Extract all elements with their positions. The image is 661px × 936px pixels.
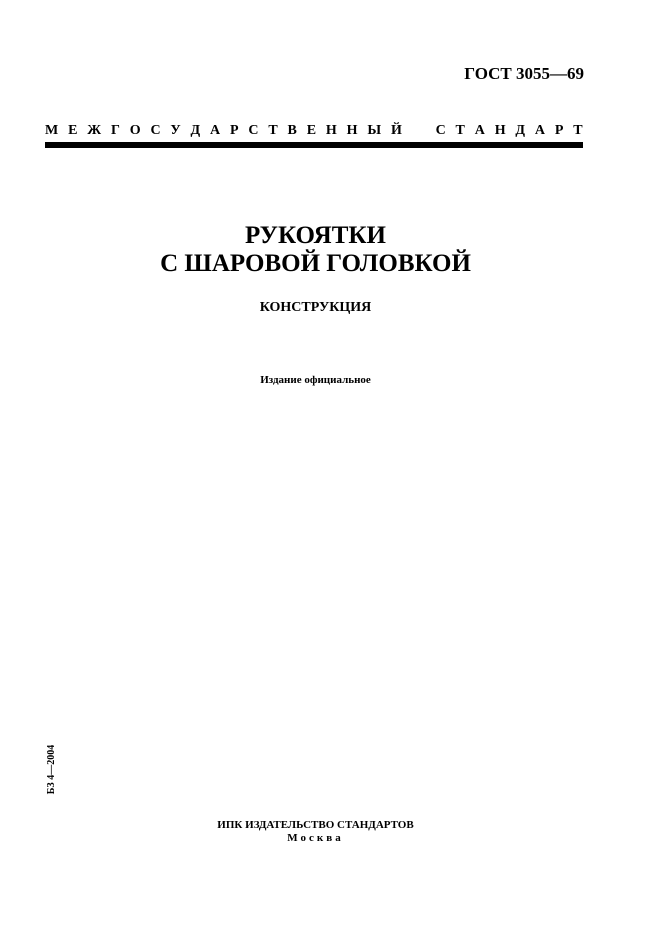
heading-letter: Ы xyxy=(367,123,382,138)
heading-letter: А xyxy=(534,123,546,138)
heading-letter: Ж xyxy=(87,123,102,138)
heading-letter: Н xyxy=(494,123,506,138)
heading-letter: А xyxy=(210,123,221,138)
heading-letter: В xyxy=(287,123,297,138)
heading-letter: Р xyxy=(229,123,239,138)
heading-letter: Т xyxy=(573,123,583,138)
document-number: ГОСТ 3055—69 xyxy=(464,64,584,83)
heading-letter: У xyxy=(170,123,181,138)
heading-letter: С xyxy=(248,123,259,138)
heading-letter: Р xyxy=(554,123,564,138)
heading-letter: С xyxy=(435,123,446,138)
publisher-city: Москва xyxy=(287,832,344,844)
publisher: ИПК ИЗДАТЕЛЬСТВО СТАНДАРТОВ xyxy=(217,819,414,831)
heading-letter: Н xyxy=(325,123,337,138)
heading-letter: Д xyxy=(515,123,526,138)
document-subtitle: КОНСТРУКЦИЯ xyxy=(259,300,372,315)
heading-letter: С xyxy=(150,123,161,138)
heading-rule xyxy=(45,142,583,148)
side-code xyxy=(42,740,62,798)
edition-note: Издание официальное xyxy=(260,374,371,386)
heading-letter: Й xyxy=(390,123,402,138)
heading-letter: М xyxy=(45,123,59,138)
heading-letter: Н xyxy=(346,123,358,138)
heading-letter: О xyxy=(129,123,141,138)
heading-letter: А xyxy=(474,123,485,138)
heading-letter: Т xyxy=(268,123,278,138)
heading-letter: Е xyxy=(306,123,317,138)
document-title xyxy=(0,222,631,278)
title-line-2: С ШАРОВОЙ ГОЛОВКОЙ xyxy=(160,250,471,277)
title-line-1: РУКОЯТКИ xyxy=(244,222,386,249)
heading-letter: Е xyxy=(68,123,78,138)
heading-letter: Д xyxy=(190,123,201,138)
standard-type-heading xyxy=(45,121,583,141)
heading-letter: Т xyxy=(455,123,465,138)
side-code-text: БЗ 4—2004 xyxy=(46,744,58,794)
heading-letter: Г xyxy=(110,123,120,138)
